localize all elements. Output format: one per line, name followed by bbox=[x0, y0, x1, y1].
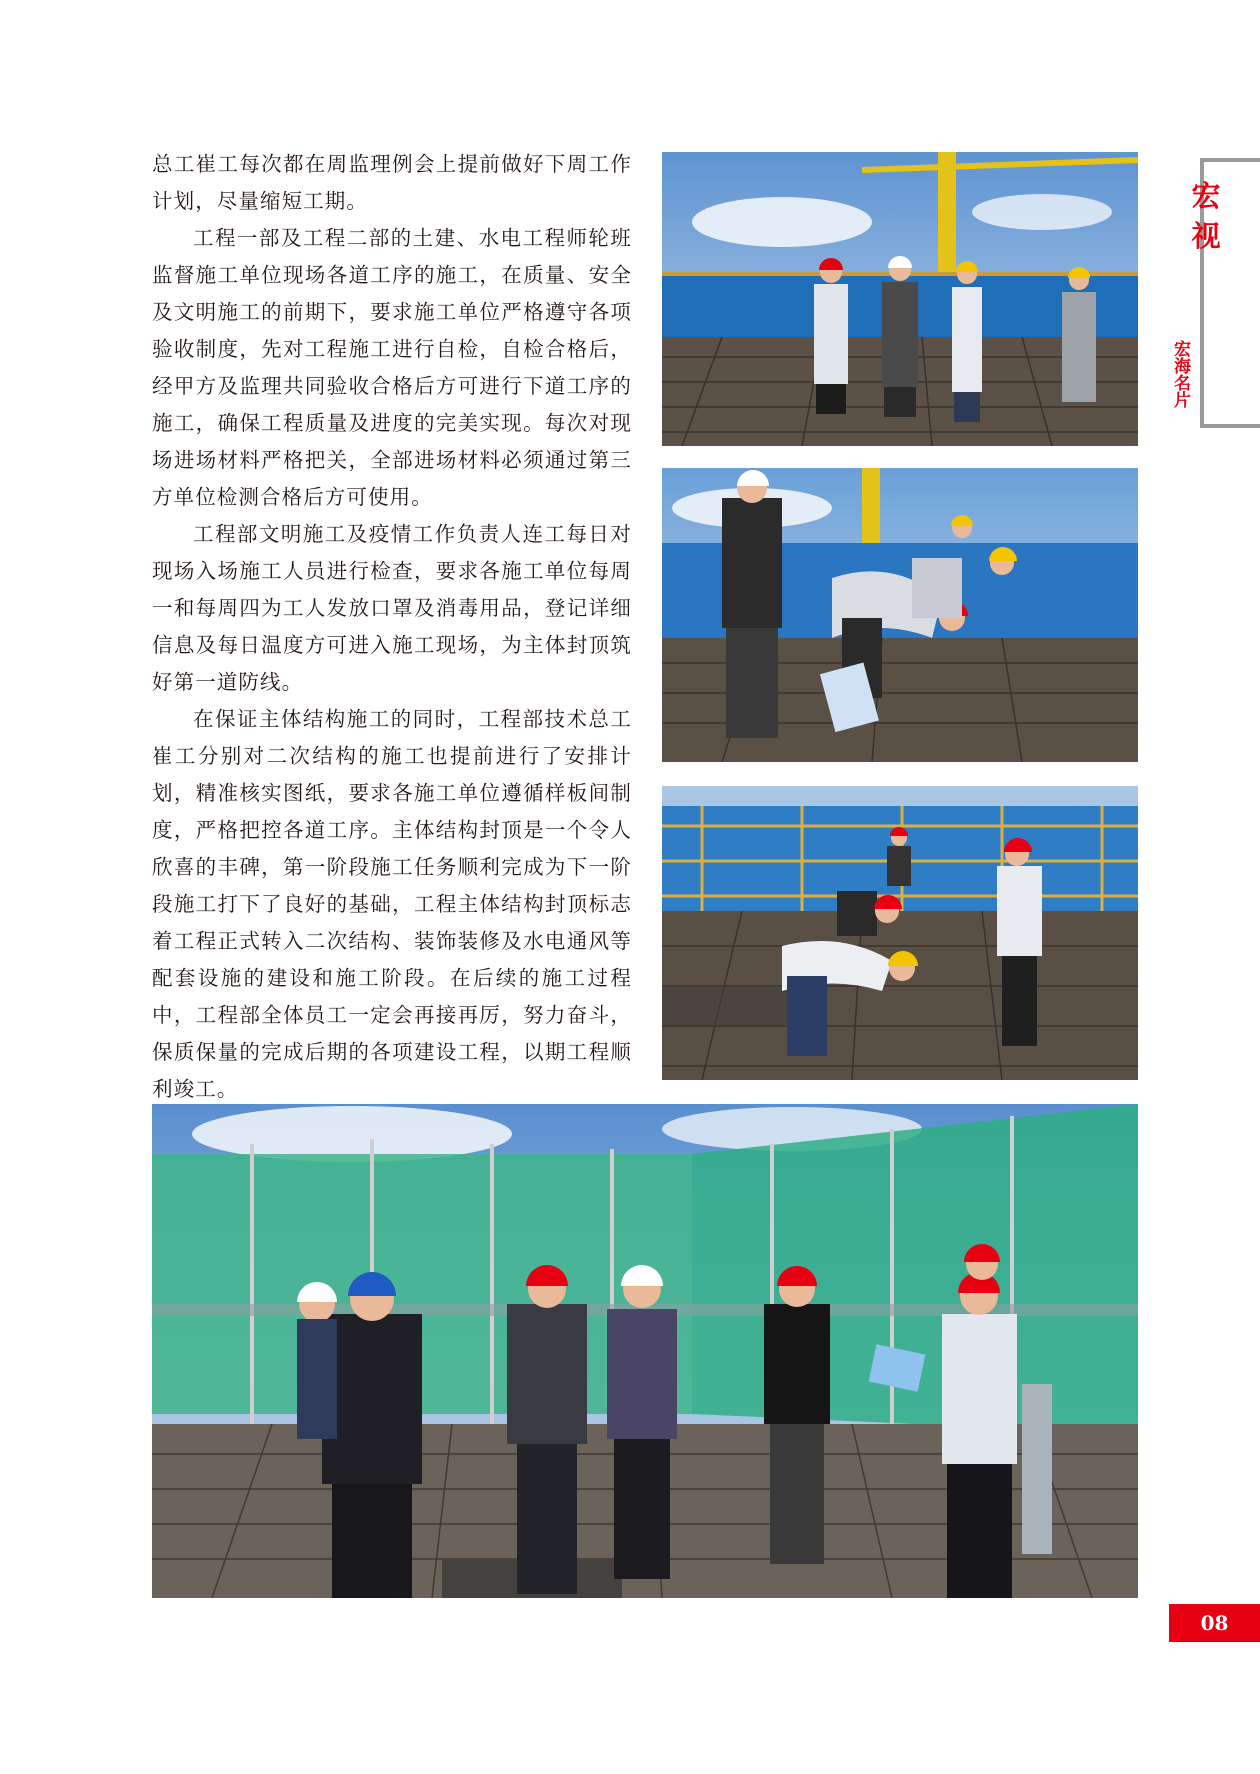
article-text bbox=[152, 146, 632, 1108]
site-photo-1 bbox=[662, 152, 1138, 446]
rail-bottom-line bbox=[1200, 424, 1260, 428]
rail-top-line bbox=[1200, 158, 1260, 162]
site-photo-4 bbox=[152, 1104, 1138, 1598]
site-photo-3 bbox=[662, 786, 1138, 1080]
site-photo-2 bbox=[662, 468, 1138, 762]
section-title: 宏 视 bbox=[1191, 179, 1221, 253]
section-subtitle: 宏海名片 bbox=[1170, 340, 1190, 408]
paragraph-1: 总工崔工每次都在周监理例会上提前做好下周工作计划，尽量缩短工期。 bbox=[152, 152, 632, 213]
paragraph-2: 工程一部及工程二部的土建、水电工程师轮班监督施工单位现场各道工序的施工，在质量、安全及文明施工的前期下，要求施工单位严格遵守各项验收制度，先对工程施工进行自检，自检合格后，经甲方及监理共同验收合格后方可进行下道工序的施工，确保工程质量及进度的完美实现。每次对现场进场材料严格把关，全部进场材料必须通过第三方单位检测合格后方可使用。 bbox=[152, 226, 632, 509]
page-number: 08 bbox=[1169, 1604, 1260, 1642]
paragraph-3: 工程部文明施工及疫情工作负责人连工每日对现场入场施工人员进行检查，要求各施工单位每周一和每周四为工人发放口罩及消毒用品，登记详细信息及每日温度方可进入施工现场，为主体封顶筑好第一道防线。 bbox=[152, 522, 632, 694]
paragraph-4: 在保证主体结构施工的同时，工程部技术总工崔工分别对二次结构的施工也提前进行了安排计划，精准核实图纸，要求各施工单位遵循样板间制度，严格把控各道工序。主体结构封顶是一个令人欣喜的丰碑，第一阶段施工任务顺利完成为下一阶段施工打下了良好的基础，工程主体结构封顶标志着工程正式转入二次结构、装饰装修及水电通风等配套设施的建设和施工阶段。在后续的施工过程中，工程部全体员工一定会再接再厉，努力奋斗，保质保量的完成后期的各项建设工程，以期工程顺利竣工。 bbox=[152, 707, 632, 1101]
